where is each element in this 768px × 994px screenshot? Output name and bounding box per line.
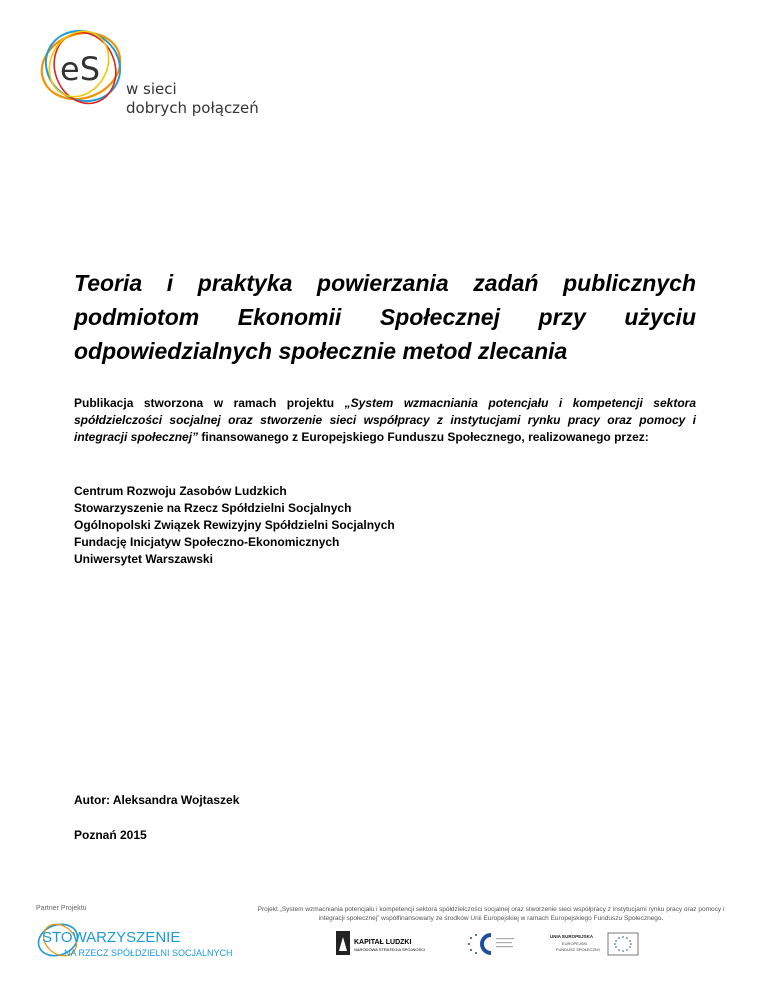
organization-item: Centrum Rozwoju Zasobów Ludzkich [74,484,287,498]
kl-sub: NARODOWA STRATEGIA SPÓJNOŚCI [354,947,426,952]
stow-line1: STOWARZYSZENIE [42,929,181,946]
eu-line1: UNIA EUROPEJSKA [550,934,594,939]
partner-label: Partner Projektu [36,905,87,912]
organization-item: Ogólnopolski Związek Rewizyjny Spółdzielni Socjalnych [74,518,395,532]
funding-note: Projekt „System wzmacniania potencjału i kompetencji sektora spółdzielczości socjalnej oraz stworzenie sieci współpracy z instytucjami rynku pracy oraz pomocy i integracji społecznej” współfinansowany ze środków Unii Europejskiej w ramach Europejskiego Funduszu Społecznego. [257,906,725,922]
organization-item: Uniwersytet Warszawski [74,552,213,566]
es-logo [33,22,133,112]
tagline-line1: w sieci [126,80,177,98]
kapital-ludzki-logo [336,929,436,959]
eu-line3: FUNDUSZ SPOŁECZNY [556,947,601,952]
intro-paragraph [74,395,696,446]
logo-mark: eS [60,50,100,88]
document-title: Teoria i praktyka powierzania zadań publicznych podmiotom Ekonomii Społecznej przy użyciu odpowiedzialnych społecznie metod zlecania [74,270,696,364]
eu-logo [548,929,648,959]
stow-line2: NA RZECZ SPÓŁDZIELNI SOCJALNYCH [64,948,233,958]
stowarzyszenie-logo [36,918,256,962]
eu-line2: EUROPEJSKI [562,941,588,946]
project-name: „System wzmacniania potencjału i kompetencji sektora spółdzielczości socjalnej oraz stworzenie sieci współpracy z instytucjami rynku pracy oraz pomocy i integracji społecznej” [74,396,696,444]
intro-before: Publikacja stworzona w ramach projektu [74,396,345,410]
intro-after: finansowanego z Europejskiego Funduszu Społecznego, realizowanego przez: [198,430,649,444]
logo-tagline [126,80,259,118]
organization-item: Stowarzyszenie na Rzecz Spółdzielni Socjalnych [74,501,352,515]
kl-title: KAPITAŁ LUDZKI [354,939,412,946]
place-date: Poznań 2015 [74,828,147,842]
tagline-line2: dobrych połączeń [126,99,259,117]
c-logo [463,929,517,959]
organization-list [74,483,395,568]
author: Autor: Aleksandra Wojtaszek [74,793,240,807]
organization-item: Fundację Inicjatyw Społeczno-Ekonomicznych [74,535,340,549]
